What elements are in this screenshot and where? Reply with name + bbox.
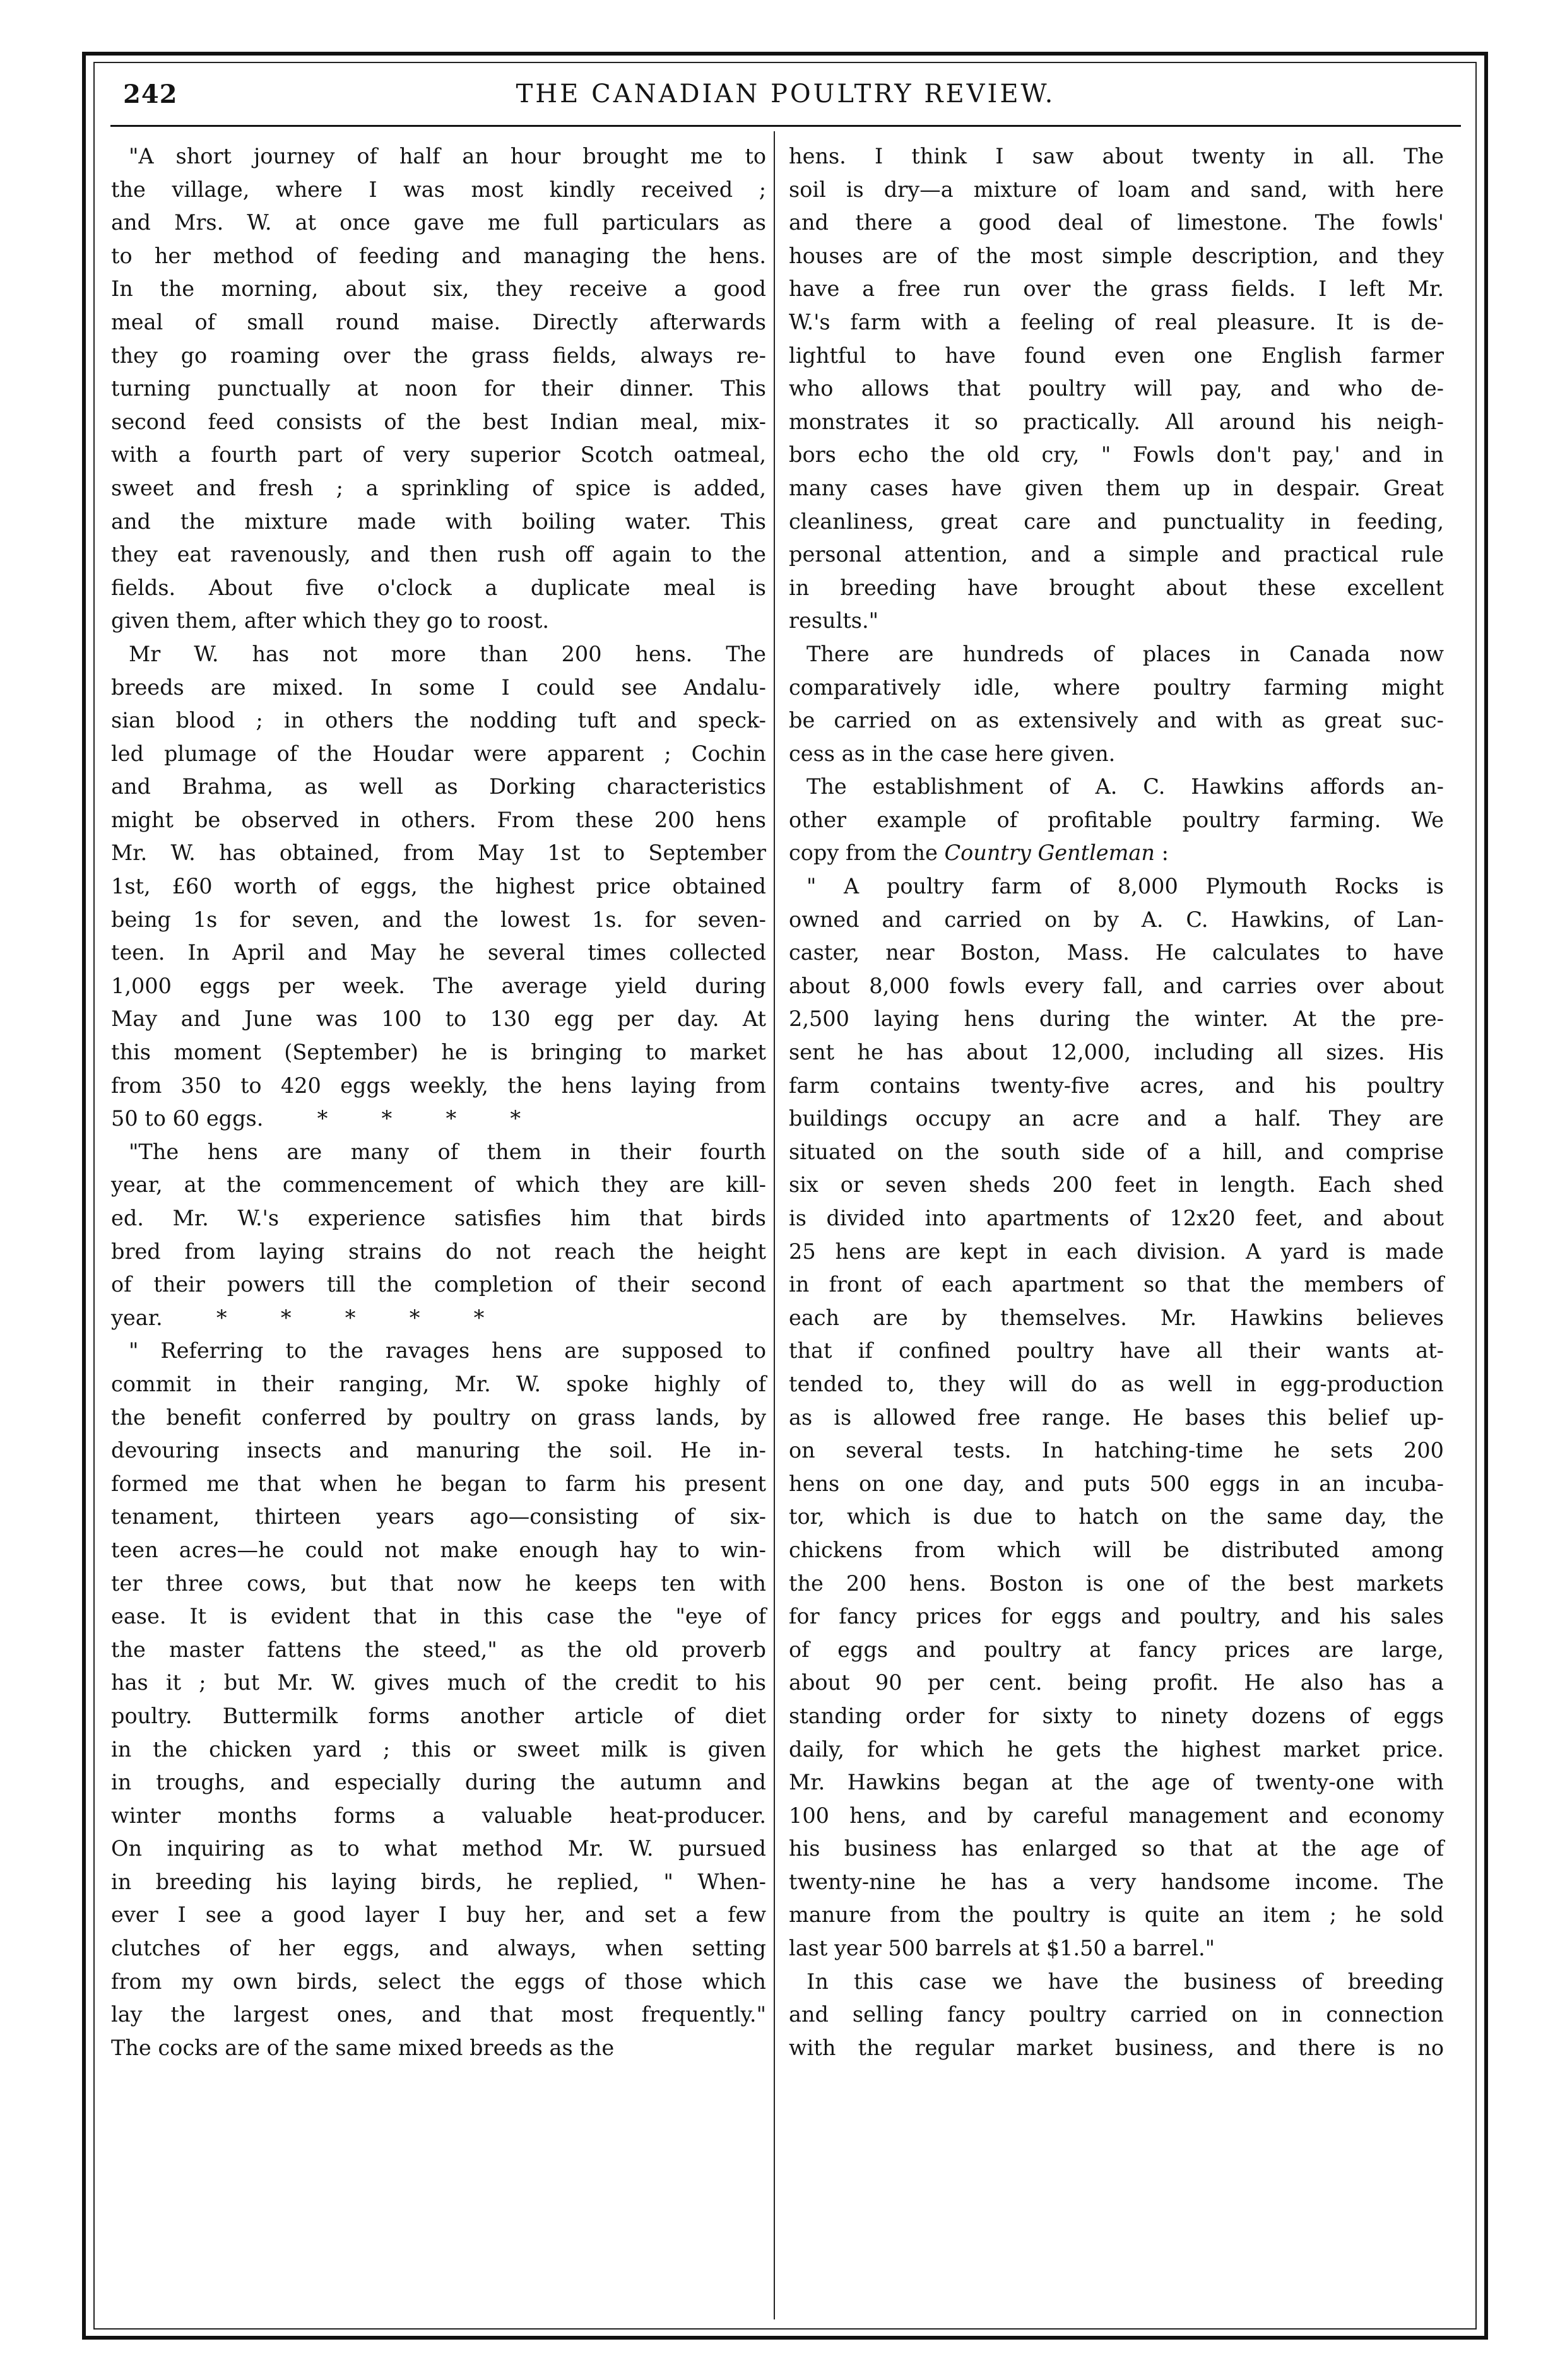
text-line: personal attention, and a simple and practical rule bbox=[789, 542, 1444, 567]
text-line: each are by themselves. Mr. Hawkins believes bbox=[789, 1305, 1444, 1330]
text-line: farm contains twenty-five acres, and his poultry bbox=[789, 1073, 1444, 1098]
text-line: copy from the Country Gentleman : bbox=[789, 840, 1169, 866]
text-line: "A short journey of half an hour brought me to bbox=[129, 144, 766, 168]
text-line: situated on the south side of a hill, and comprise bbox=[789, 1139, 1444, 1164]
text-line: In this case we have the business of breeding bbox=[806, 1969, 1444, 1994]
page-number: 242 bbox=[123, 80, 178, 109]
text-line: manure from the poultry is quite an item ; he sold bbox=[789, 1902, 1444, 1928]
text-line: sent he has about 12,000, including all sizes. His bbox=[789, 1040, 1444, 1065]
text-line: 1st, £60 worth of eggs, the highest price obtained bbox=[111, 874, 766, 899]
text-line: the benefit conferred by poultry on grass lands, by bbox=[111, 1405, 766, 1430]
text-line: There are hundreds of places in Canada now bbox=[806, 641, 1444, 666]
text-line: comparatively idle, where poultry farming might bbox=[789, 675, 1444, 700]
text-line: given them, after which they go to roost. bbox=[111, 608, 549, 633]
text-line: ed. Mr. W.'s experience satisfies him that birds bbox=[111, 1206, 766, 1230]
text-line: this moment (September) he is bringing to market bbox=[111, 1040, 766, 1065]
text-line: six or seven sheds 200 feet in length. Each shed bbox=[789, 1172, 1444, 1198]
text-line: for fancy prices for eggs and poultry, and his sales bbox=[789, 1604, 1444, 1629]
text-line: turning punctually at noon for their dinner. This bbox=[111, 376, 766, 401]
text-line: in troughs, and especially during the autumn and bbox=[111, 1770, 766, 1795]
text-line: other example of profitable poultry farming. We bbox=[789, 807, 1444, 832]
text-line: On inquiring as to what method Mr. W. pursued bbox=[111, 1836, 766, 1861]
text-line: results." bbox=[789, 608, 879, 633]
text-line: cleanliness, great care and punctuality in feeding, bbox=[789, 509, 1444, 534]
text-line: hens. I think I saw about twenty in all. The bbox=[789, 144, 1444, 168]
text-line: clutches of her eggs, and always, when setting bbox=[111, 1936, 766, 1961]
left-column bbox=[111, 140, 766, 2065]
text-line: teen. In April and May he several times collected bbox=[111, 940, 766, 965]
text-line: "The hens are many of them in their fourth bbox=[129, 1139, 766, 1164]
text-line: ter three cows, but that now he keeps ten with bbox=[111, 1570, 766, 1596]
text-line: with a fourth part of very superior Scotch oatmeal, bbox=[111, 442, 766, 468]
text-line: 25 hens are kept in each division. A yard is made bbox=[789, 1239, 1444, 1264]
text-line: 1,000 eggs per week. The average yield during bbox=[111, 973, 766, 998]
text-line: caster, near Boston, Mass. He calculates to have bbox=[789, 940, 1444, 965]
text-line: 2,500 laying hens during the winter. At the pre- bbox=[789, 1006, 1444, 1032]
right-column bbox=[789, 140, 1444, 2065]
text-line: be carried on as extensively and with as great suc- bbox=[789, 708, 1444, 733]
text-line: In the morning, about six, they receive a good bbox=[111, 276, 766, 302]
text-line: " Referring to the ravages hens are supposed to bbox=[129, 1338, 766, 1364]
text-line: of their powers till the completion of their second bbox=[111, 1272, 766, 1297]
text-line: about 8,000 fowls every fall, and carries over about bbox=[789, 973, 1444, 998]
text-line: of eggs and poultry at fancy prices are large, bbox=[789, 1637, 1444, 1662]
text-line: buildings occupy an acre and a half. They are bbox=[789, 1106, 1444, 1131]
text-line: that if confined poultry have all their wants at- bbox=[789, 1338, 1444, 1364]
text-line: bred from laying strains do not reach the height bbox=[111, 1239, 766, 1264]
text-line: tended to, they will do as well in egg-production bbox=[789, 1371, 1444, 1396]
text-line: monstrates it so practically. All around his neigh- bbox=[789, 409, 1444, 434]
column-divider bbox=[774, 131, 775, 2319]
text-line: many cases have given them up in despair. Great bbox=[789, 475, 1444, 500]
text-line: The cocks are of the same mixed breeds as the bbox=[111, 2035, 615, 2060]
text-line: sweet and fresh ; a sprinkling of spice is added, bbox=[111, 475, 766, 500]
text-line: ease. It is evident that in this case the "eye of bbox=[111, 1604, 766, 1629]
text-line: formed me that when he began to farm his present bbox=[111, 1471, 766, 1496]
text-line: lightful to have found even one English farmer bbox=[789, 343, 1444, 368]
text-line: teen acres—he could not make enough hay to win- bbox=[111, 1537, 766, 1562]
text-line: sian blood ; in others the nodding tuft and speck- bbox=[111, 708, 766, 733]
text-line: 50 to 60 eggs. * * * * bbox=[111, 1106, 521, 1131]
text-line: the 200 hens. Boston is one of the best markets bbox=[789, 1570, 1444, 1596]
text-line: might be observed in others. From these 200 hens bbox=[111, 807, 766, 832]
text-line: soil is dry—a mixture of loam and sand, with here bbox=[789, 177, 1444, 202]
text-line: they eat ravenously, and then rush off again to the bbox=[111, 542, 766, 567]
text-line: have a free run over the grass fields. I left Mr. bbox=[789, 276, 1444, 302]
text-line: in front of each apartment so that the members of bbox=[789, 1272, 1444, 1297]
text-line: bors echo the old cry, " Fowls don't pay,' and in bbox=[789, 442, 1444, 468]
text-line: the master fattens the steed," as the old proverb bbox=[111, 1637, 766, 1662]
text-line: tenament, thirteen years ago—consisting of six- bbox=[111, 1504, 766, 1529]
text-line: and Mrs. W. at once gave me full particulars as bbox=[111, 210, 766, 235]
text-line: and Brahma, as well as Dorking characteristics bbox=[111, 774, 766, 799]
text-line: last year 500 barrels at $1.50 a barrel." bbox=[789, 1936, 1215, 1961]
text-line: from 350 to 420 eggs weekly, the hens laying from bbox=[111, 1073, 766, 1098]
text-line: ever I see a good layer I buy her, and set a few bbox=[111, 1902, 766, 1928]
text-line: as is allowed free range. He bases this belief up- bbox=[789, 1405, 1444, 1430]
journal-title: THE CANADIAN POULTRY REVIEW. bbox=[516, 80, 1056, 109]
text-line: Mr W. has not more than 200 hens. The bbox=[129, 641, 766, 666]
text-line: Mr. W. has obtained, from May 1st to September bbox=[111, 840, 766, 866]
text-line: about 90 per cent. being profit. He also has a bbox=[789, 1670, 1444, 1695]
text-line: standing order for sixty to ninety dozens of eggs bbox=[789, 1703, 1444, 1728]
text-line: 100 hens, and by careful management and economy bbox=[789, 1803, 1444, 1828]
text-line: The establishment of A. C. Hawkins affords an- bbox=[806, 774, 1444, 799]
text-line: May and June was 100 to 130 egg per day. At bbox=[111, 1006, 766, 1032]
header-rule bbox=[110, 125, 1461, 127]
text-line: and there a good deal of limestone. The fowls' bbox=[789, 210, 1444, 235]
text-line: W.'s farm with a feeling of real pleasure. It is de- bbox=[789, 309, 1444, 334]
text-line: twenty-nine he has a very handsome income. The bbox=[789, 1869, 1444, 1894]
text-line: year. * * * * * bbox=[111, 1305, 485, 1330]
text-line: second feed consists of the best Indian meal, mix- bbox=[111, 409, 766, 434]
text-line: meal of small round maise. Directly afterwards bbox=[111, 309, 766, 334]
text-line: lay the largest ones, and that most frequently." bbox=[111, 2002, 766, 2027]
text-line: winter months forms a valuable heat-producer. bbox=[111, 1803, 766, 1828]
text-line: Mr. Hawkins began at the age of twenty-one with bbox=[789, 1770, 1444, 1795]
text-line: they go roaming over the grass fields, always re- bbox=[111, 343, 766, 368]
text-line: chickens from which will be distributed among bbox=[789, 1537, 1444, 1562]
text-line: devouring insects and manuring the soil. He in- bbox=[111, 1438, 766, 1463]
text-line: has it ; but Mr. W. gives much of the credit to his bbox=[111, 1670, 766, 1695]
text-line: on several tests. In hatching-time he sets 200 bbox=[789, 1438, 1444, 1463]
text-line: cess as in the case here given. bbox=[789, 741, 1116, 766]
text-line: hens on one day, and puts 500 eggs in an incuba- bbox=[789, 1471, 1444, 1496]
text-line: and the mixture made with boiling water. This bbox=[111, 509, 766, 534]
text-line: breeds are mixed. In some I could see Andalu- bbox=[111, 675, 766, 700]
text-line: commit in their ranging, Mr. W. spoke highly of bbox=[111, 1371, 766, 1396]
text-line: who allows that poultry will pay, and who de- bbox=[789, 376, 1444, 401]
text-line: tor, which is due to hatch on the same day, the bbox=[789, 1504, 1444, 1529]
text-line: poultry. Buttermilk forms another article of diet bbox=[111, 1703, 766, 1728]
text-line: with the regular market business, and there is no bbox=[789, 2035, 1444, 2060]
text-line: fields. About five o'clock a duplicate meal is bbox=[111, 575, 766, 600]
text-line: being 1s for seven, and the lowest 1s. for seven- bbox=[111, 907, 766, 932]
page-header bbox=[110, 74, 1461, 122]
text-line: is divided into apartments of 12x20 feet, and about bbox=[789, 1206, 1444, 1230]
text-line: in the chicken yard ; this or sweet milk is given bbox=[111, 1736, 766, 1762]
text-line: his business has enlarged so that at the age of bbox=[789, 1836, 1444, 1861]
text-line: year, at the commencement of which they are kill- bbox=[111, 1172, 766, 1198]
text-line: houses are of the most simple description, and they bbox=[789, 243, 1444, 268]
text-line: and selling fancy poultry carried on in connection bbox=[789, 2002, 1444, 2027]
text-line: in breeding have brought about these excellent bbox=[789, 575, 1444, 600]
text-line: owned and carried on by A. C. Hawkins, of Lan- bbox=[789, 907, 1444, 932]
text-line: daily, for which he gets the highest market price. bbox=[789, 1736, 1444, 1762]
text-line: from my own birds, select the eggs of those which bbox=[111, 1969, 766, 1994]
text-line: to her method of feeding and managing the hens. bbox=[111, 243, 766, 268]
text-line: led plumage of the Houdar were apparent ; Cochin bbox=[111, 741, 766, 766]
text-line: " A poultry farm of 8,000 Plymouth Rocks is bbox=[806, 874, 1444, 899]
text-line: the village, where I was most kindly received ; bbox=[111, 177, 766, 202]
text-line: in breeding his laying birds, he replied, " When- bbox=[111, 1869, 766, 1894]
